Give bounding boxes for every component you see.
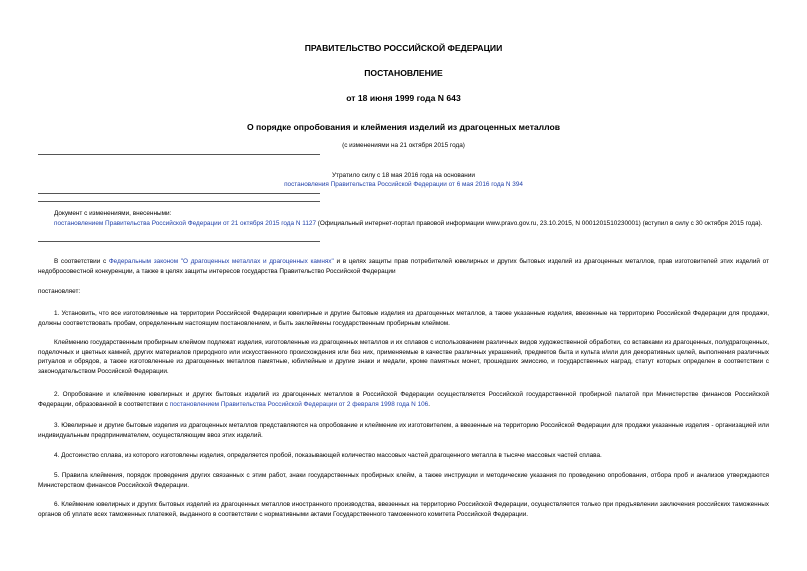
separator-line (38, 241, 320, 242)
paragraph-6: 6. Клеймение ювелирных и других бытовых изделий из драгоценных металлов иностранного производства, ввезенных на территорию Российской Федерации, осуществляется только при предъявлении заключения российских таможенных органов об уплате всех таможенных платежей, выданного в соответствии с нормативными актами Государственного таможенного комитета Российской Федерации. (38, 501, 769, 518)
decree-106-link[interactable]: постановлением Правительства Российской Федерации от 2 февраля 1998 года N 106 (169, 400, 429, 408)
separator-line (38, 193, 320, 194)
preamble-start: В соответствии с (54, 258, 109, 265)
resolves-text: постановляет: (38, 288, 81, 295)
revision-note: (с изменениями на 21 октября 2015 года) (342, 142, 465, 149)
paragraph-2-start: 2. Опробование и клеймение ювелирных и других бытовых изделий из драгоценных металлов в Российской Федерации осуществляется Российской государственной пробирной палатой при Министерстве финансов Российской Федерации, образованной в соответствии с (38, 391, 769, 408)
paragraph-5: 5. Правила клеймения, порядок проведения других связанных с этим работ, знаки государственных пробирных клейм, а также инструкции и методические указания по проведению опробования, отбора проб и анализов утверждаются Министерством финансов Российской Федерации. (38, 472, 769, 489)
federal-law-link[interactable]: Федеральным законом "О драгоценных металлах и драгоценных камнях" (108, 258, 334, 265)
document-title: О порядке опробования и клеймения изделий из драгоценных металлов (246, 122, 561, 132)
paragraph-4: 4. Достоинство сплава, из которого изготовлены изделия, определяется пробой, показывающей количество массовых частей драгоценного металла в тысяче массовых частей сплава. (54, 452, 602, 459)
preamble-end: и в целях защиты прав потребителей ювелирных и других бытовых изделий из драгоценных металлов, прав изготовителей этих изделий от недобросовестной конкуренции, а также в целях защиты интересов государства Правительство Российской Федерации (38, 258, 769, 275)
separator-line (38, 154, 320, 155)
preamble (38, 257, 769, 276)
amendments-text (54, 219, 769, 229)
document-type: ПОСТАНОВЛЕНИЕ (364, 68, 443, 78)
amendment-details: (Официальный интернет-портал правовой информации www.pravo.gov.ru, 23.10.2015, N 0001201510230001) (вступил в силу с 30 октября 2015 года). (316, 219, 763, 227)
amendments-block (54, 209, 769, 228)
paragraph-3: 3. Ювелирные и другие бытовые изделия из драгоценных металлов представляются на опробование и клеймение их изготовителем, а ввезенные на территорию Российской Федерации для продажи указанные изделия - организацией или индивидуальным предпринимателем, осуществляющим ввоз этих изделий. (38, 422, 769, 439)
paragraph-2-end: . (428, 400, 431, 408)
amendment-link[interactable]: постановлением Правительства Российской Федерации от 21 октября 2015 года N 1127 (54, 219, 316, 227)
separator-line (38, 201, 320, 202)
paragraph-2 (38, 390, 769, 409)
document-date-number: от 18 июня 1999 года N 643 (346, 93, 461, 103)
paragraph-1: 1. Установить, что все изготовляемые на территории Российской Федерации ювелирные и другие бытовые изделия из драгоценных металлов, а также указанные изделия, ввезенные на территорию Российской Федерации для продажи, должны соответствовать пробам, определенным настоящим постановлением, и быть заклеймены государственным пробирным клеймом. (38, 310, 769, 327)
issuing-authority: ПРАВИТЕЛЬСТВО РОССИЙСКОЙ ФЕДЕРАЦИИ (304, 43, 503, 53)
amendments-intro: Документ с изменениями, внесенными: (54, 210, 172, 217)
expired-note: Утратило силу с 18 мая 2016 года на основании (332, 172, 475, 179)
expired-link-line (0, 180, 807, 189)
paragraph-1-continued: Клеймению государственным пробирным клеймом подлежат изделия, изготовленные из драгоценных металлов и их сплавов с использованием различных видов художественной обработки, со вставками из драгоценных, полудрагоценных, поделочных и цветных камней, других материалов природного или искусственного происхождения или без них, применяемые в качестве различных украшений, предметов быта и культа и/или для декоративных целей, выполнения различных ритуалов и обрядов, а также изготовленные из драгоценных металлов памятные, юбилейные и другие знаки и медали, кроме памятных монет, прошедших эмиссию, и государственных наград, статут которых определен в соответствии с законодательством Российской Федерации. (38, 339, 769, 375)
expired-basis-link[interactable]: постановления Правительства Российской Федерации от 6 мая 2016 года N 394 (284, 181, 523, 188)
